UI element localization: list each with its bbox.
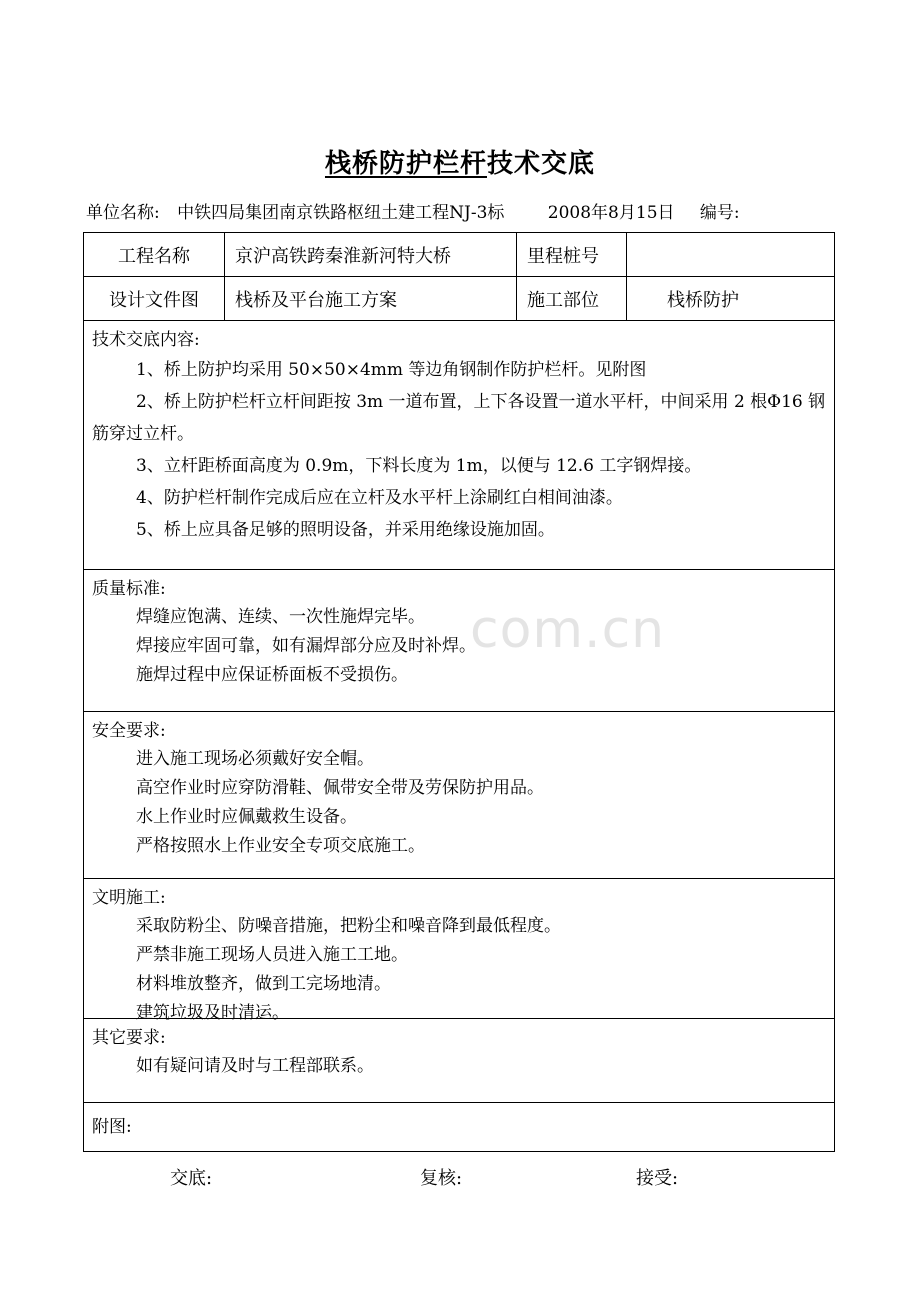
quality-heading: 质量标准: — [92, 579, 166, 599]
quality-item: 焊接应牢固可靠，如有漏焊部分应及时补焊。 — [136, 636, 476, 656]
section-tech — [84, 321, 834, 570]
civil-heading: 文明施工: — [92, 888, 166, 908]
safety-item: 进入施工现场必须戴好安全帽。 — [136, 749, 374, 769]
section-civil — [84, 879, 834, 1023]
watermark: com.cn — [470, 600, 666, 660]
tech-item: 5、桥上应具备足够的照明设备，并采用绝缘设施加固。 — [136, 520, 555, 540]
quality-item: 施焊过程中应保证桥面板不受损伤。 — [136, 665, 408, 685]
date: 2008年8月15日 — [547, 203, 675, 223]
info-row-2 — [84, 277, 834, 321]
tech-heading: 技术交底内容: — [92, 330, 200, 350]
info-row-1 — [84, 233, 834, 277]
title-underlined-part: 栈桥防护栏杆 — [324, 149, 487, 179]
footer-review: 复核: — [420, 1168, 463, 1189]
project-name-value: 京沪高铁跨秦淮新河特大桥 — [225, 233, 517, 276]
design-doc-label: 设计文件图 — [84, 277, 225, 320]
project-name-label: 工程名称 — [84, 233, 225, 276]
disclosure-table — [83, 232, 835, 1152]
location-value: 栈桥防护 — [667, 289, 739, 311]
other-heading: 其它要求: — [92, 1028, 166, 1048]
attachment-heading: 附图: — [92, 1117, 132, 1137]
civil-item: 材料堆放整齐，做到工完场地清。 — [136, 974, 391, 994]
footer-receive: 接受: — [636, 1168, 679, 1189]
mileage-label: 里程桩号 — [517, 233, 627, 276]
civil-item: 采取防粉尘、防噪音措施，把粉尘和噪音降到最低程度。 — [136, 916, 561, 936]
mileage-value — [627, 233, 834, 276]
section-other — [84, 1019, 834, 1103]
unit-name: 中铁四局集团南京铁路枢纽土建工程NJ-3标 — [177, 203, 505, 223]
design-doc-value: 栈桥及平台施工方案 — [225, 277, 517, 320]
tech-item: 1、桥上防护均采用 50×50×4mm 等边角钢制作防护栏杆。见附图 — [136, 360, 647, 380]
safety-item: 水上作业时应佩戴救生设备。 — [136, 807, 357, 827]
title-rest: 技术交底 — [487, 149, 596, 179]
civil-item: 严禁非施工现场人员进入施工工地。 — [136, 945, 408, 965]
tech-item: 4、防护栏杆制作完成后应在立杆及水平杆上涂刷红白相间油漆。 — [136, 488, 623, 508]
tech-item: 2、桥上防护栏杆立杆间距按 3m 一道布置，上下各设置一道水平杆，中间采用 2 根Φ16 钢筋穿过立杆。 — [92, 392, 826, 444]
number-label: 编号: — [699, 203, 740, 223]
section-quality — [84, 570, 834, 712]
civil-item: 建筑垃圾及时清运。 — [136, 1003, 289, 1023]
other-item: 如有疑问请及时与工程部联系。 — [136, 1056, 374, 1076]
document-title — [0, 143, 920, 180]
section-safety — [84, 712, 834, 879]
safety-item: 高空作业时应穿防滑鞋、佩带安全带及劳保防护用品。 — [136, 778, 544, 798]
unit-label: 单位名称: — [86, 203, 160, 223]
tech-item: 3、立杆距桥面高度为 0.9m，下料长度为 1m，以便与 12.6 工字钢焊接。 — [136, 456, 702, 476]
quality-item: 焊缝应饱满、连续、一次性施焊完毕。 — [136, 607, 425, 627]
footer-hand-over: 交底: — [170, 1168, 213, 1189]
section-attachment — [84, 1103, 834, 1151]
unit-line — [86, 198, 846, 223]
safety-item: 严格按照水上作业安全专项交底施工。 — [136, 836, 425, 856]
safety-heading: 安全要求: — [92, 721, 166, 741]
location-label: 施工部位 — [517, 277, 627, 320]
